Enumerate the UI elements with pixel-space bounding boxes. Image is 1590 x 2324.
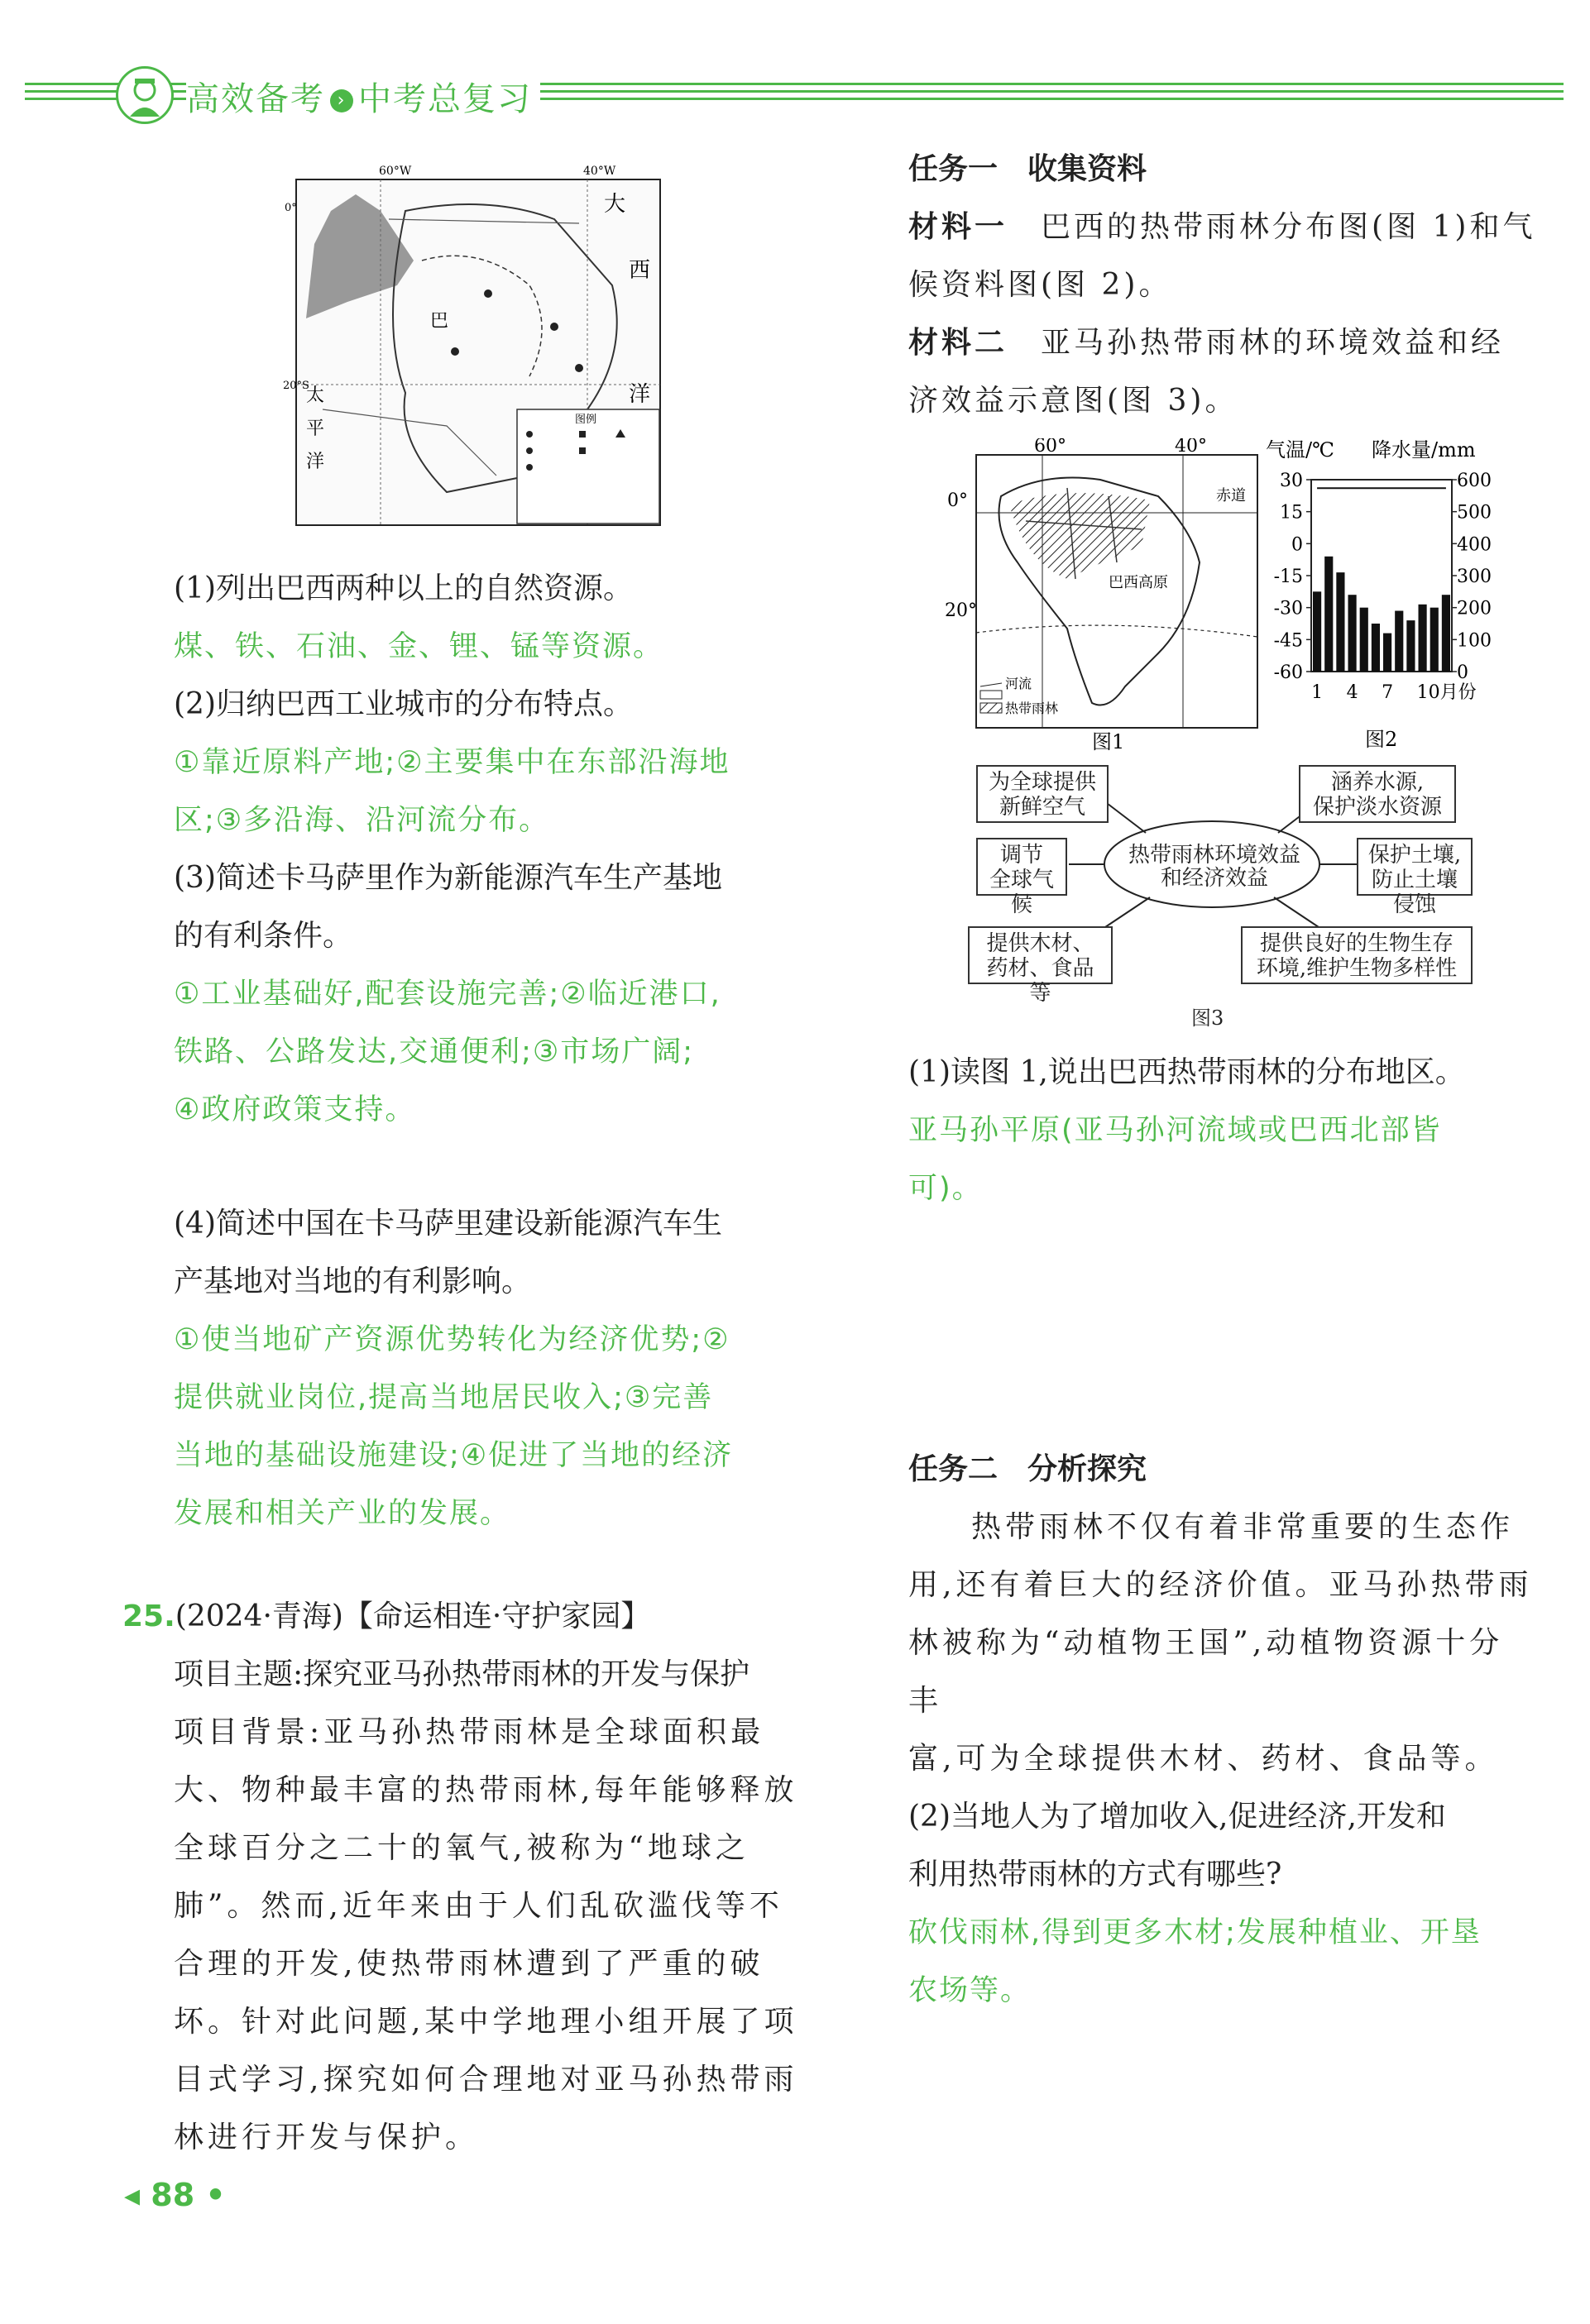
figure-1-rainforest-map — [943, 438, 1274, 753]
precip-bar — [1336, 572, 1344, 672]
precip-bar — [1348, 595, 1357, 672]
map-legend-title: 图例 — [575, 414, 597, 426]
precip-bar — [1419, 605, 1427, 672]
project-theme: 项目主题:探究亚马孙热带雨林的开发与保护 — [174, 1657, 750, 1691]
precip-bar — [1324, 557, 1333, 672]
precip-bar — [1406, 620, 1415, 672]
answer-3-line: ④政府政策支持。 — [174, 1093, 416, 1126]
node-climate — [976, 838, 1067, 917]
map-label-da: 大 — [604, 192, 626, 217]
right-tick-label: 400 — [1457, 534, 1492, 556]
question-number: 25. — [122, 1600, 175, 1633]
material-2-text: 亚马孙热带雨林的环境效益和经 — [1041, 326, 1505, 360]
right-tick-label: 0 — [1457, 662, 1468, 683]
right-answer-2-line: 砍伐雨林,得到更多木材;发展种植业、开垦 — [908, 1916, 1482, 1949]
right-column-task2 — [908, 1441, 1537, 2020]
node-water — [1299, 765, 1456, 823]
question-25 — [122, 1588, 809, 2167]
center-node — [1107, 844, 1322, 890]
fig3-caption: 图3 — [1191, 1007, 1224, 1030]
precip-bar — [1430, 608, 1439, 672]
map-label-yang2: 洋 — [306, 452, 325, 472]
material-2-text-2: 济效益示意图(图 3)。 — [908, 384, 1238, 418]
node-biodiversity — [1241, 926, 1473, 984]
task-2-heading: 任务二 分析探究 — [908, 1452, 1147, 1486]
right-tick-label: 600 — [1457, 471, 1492, 491]
project-bg-line: 大、物种最丰富的热带雨林,每年能够释放 — [174, 1773, 798, 1807]
answer-4-line: 发展和相关产业的发展。 — [174, 1497, 511, 1530]
x-tick-label: 1 — [1311, 682, 1324, 703]
precip-bar — [1360, 608, 1368, 672]
project-bg-line: 肺”。然而,近年来由于人们乱砍滥伐等不 — [174, 1889, 783, 1923]
node-line: 保护土壤, — [1367, 843, 1462, 868]
answer-1: 煤、铁、石油、金、锂、锰等资源。 — [174, 630, 664, 663]
node-line: 防止土壤侵蚀 — [1371, 868, 1458, 917]
left-tick-label: -60 — [1273, 662, 1303, 683]
chart-ylabel-right: 降水量/mm — [1372, 438, 1476, 461]
right-answer-2-line: 农场等。 — [908, 1974, 1032, 2007]
node-line: 涵养水源, — [1330, 770, 1425, 795]
precip-bar — [1442, 595, 1450, 672]
project-bg-line: 坏。针对此问题,某中学地理小组开展了项 — [174, 2005, 798, 2039]
answer-4-line: 当地的基础设施建设;④促进了当地的经济 — [174, 1439, 734, 1472]
map-lat-bottom: 20°S — [283, 380, 309, 392]
map-lon-right: 40°W — [583, 165, 616, 178]
series-name: 中考总复习 — [358, 80, 532, 118]
right-answer-1-line: 亚马孙平原(亚马孙河流域或巴西北部皆 — [908, 1114, 1442, 1147]
node-soil — [1357, 838, 1473, 917]
left-tick-label: 0 — [1291, 534, 1303, 556]
left-column — [174, 560, 802, 1542]
material-1-text: 巴西的热带雨林分布图(图 1)和气 — [1041, 210, 1536, 244]
fig1-lat-0: 0° — [947, 490, 968, 511]
chart-ylabel-left: 气温/℃ — [1266, 438, 1334, 461]
answer-3-line: ①工业基础好,配套设施完善;②临近港口, — [174, 978, 721, 1011]
right-question-2-line: 利用热带雨林的方式有哪些? — [908, 1858, 1282, 1891]
answer-4-line: 提供就业岗位,提高当地居民收入;③完善 — [174, 1381, 714, 1414]
right-question-2-line: (2)当地人为了增加收入,促进经济,开发和 — [908, 1800, 1446, 1834]
brand-title — [186, 73, 540, 120]
answer-2-line: 区;③多沿海、沿河流分布。 — [174, 804, 550, 837]
node-line: 药材、食品等 — [986, 956, 1094, 1006]
task-2-text: 用,还有着巨大的经济价值。亚马孙热带雨 — [908, 1568, 1533, 1602]
answer-4-line: ①使当地矿产资源优势转化为经济优势;② — [174, 1323, 730, 1356]
node-line: 调节 — [999, 843, 1043, 868]
brazil-resource-map — [281, 161, 670, 533]
node-line: 提供良好的生物生存 — [1259, 931, 1454, 956]
x-tick-label: 7 — [1382, 682, 1394, 703]
right-tick-label: 300 — [1457, 567, 1492, 587]
node-resources — [968, 926, 1113, 1006]
node-line: 保护淡水资源 — [1312, 795, 1442, 820]
right-tick-label: 100 — [1457, 630, 1492, 652]
precip-bar — [1372, 624, 1380, 672]
center-node-line: 和经济效益 — [1160, 866, 1268, 891]
material-2-label: 材料二 — [908, 326, 1008, 360]
x-tick-label: 4 — [1346, 682, 1358, 703]
fig1-lat-20: 20° — [945, 600, 977, 621]
node-fresh-air — [976, 765, 1109, 823]
fig1-lon-60: 60° — [1034, 438, 1066, 457]
project-bg-line: 林进行开发与保护。 — [174, 2121, 480, 2154]
right-tick-label: 500 — [1457, 502, 1492, 524]
mascot-logo-icon — [116, 66, 174, 124]
question-4-line: (4)简述中国在卡马萨里建设新能源汽车生 — [174, 1207, 722, 1241]
answer-3-line: 铁路、公路发达,交通便利;③市场广阔; — [174, 1035, 695, 1069]
task-2-text: 热带雨林不仅有着非常重要的生态作 — [971, 1510, 1515, 1544]
center-node-line: 热带雨林环境效益 — [1128, 843, 1300, 868]
node-line: 提供木材、 — [986, 931, 1094, 956]
project-bg-line: 项目背景:亚马孙热带雨林是全球面积最 — [174, 1715, 765, 1749]
precip-bar — [1383, 634, 1391, 672]
left-tick-label: -45 — [1273, 630, 1303, 652]
precip-bar — [1313, 591, 1321, 672]
map-label-ping: 平 — [306, 418, 325, 439]
right-question-1: (1)读图 1,说出巴西热带雨林的分布地区。 — [908, 1055, 1465, 1089]
right-column-q1 — [908, 1044, 1537, 1217]
fig1-caption: 图1 — [1092, 730, 1125, 753]
chart-caption: 图2 — [1365, 728, 1398, 751]
left-tick-label: 15 — [1280, 502, 1303, 524]
question-source: (2024·青海)【命运相连·守护家园】 — [175, 1600, 651, 1633]
map-label-tai: 太 — [306, 385, 325, 406]
page-header — [0, 0, 1590, 132]
left-tick-label: 30 — [1280, 471, 1303, 491]
question-3-line: 的有利条件。 — [174, 919, 353, 953]
task-2-text: 富,可为全球提供木材、药材、食品等。 — [908, 1742, 1499, 1776]
left-tick-label: -30 — [1273, 598, 1303, 619]
chevron-right-icon: › — [330, 89, 353, 112]
answer-2-line: ①靠近原料产地;②主要集中在东部沿海地 — [174, 746, 730, 779]
x-tick-label: 10月份 — [1416, 682, 1477, 703]
question-3-line: (3)简述卡马萨里作为新能源汽车生产基地 — [174, 861, 722, 895]
fig1-plateau-label: 巴西高原 — [1109, 574, 1168, 591]
fig1-equator-label: 赤道 — [1216, 487, 1246, 504]
node-line: 为全球提供 — [988, 770, 1096, 795]
fig1-legend-forest: 热带雨林 — [1005, 701, 1059, 716]
question-2: (2)归纳巴西工业城市的分布特点。 — [174, 687, 633, 721]
figure-3-benefit-diagram — [960, 757, 1473, 1030]
task-2-text: 林被称为“动植物王国”,动植物资源十分丰 — [908, 1626, 1504, 1718]
right-tick-label: 200 — [1457, 598, 1492, 619]
fig1-lon-40: 40° — [1175, 438, 1207, 457]
right-answer-1-line: 可)。 — [908, 1172, 983, 1205]
material-1-text-2: 候资料图(图 2)。 — [908, 268, 1172, 302]
right-column-top — [908, 141, 1537, 430]
project-bg-line: 合理的开发,使热带雨林遭到了严重的破 — [174, 1947, 764, 1981]
fig1-legend-river: 河流 — [1005, 676, 1032, 691]
project-bg-line: 目式学习,探究如何合理地对亚马孙热带雨 — [174, 2063, 798, 2097]
map-lon-left: 60°W — [379, 165, 412, 178]
question-4-line: 产基地对当地的有利影响。 — [174, 1265, 532, 1298]
map-lat-top: 0° — [285, 202, 297, 214]
brand-name: 高效备考 — [186, 80, 325, 118]
question-1: (1)列出巴西两种以上的自然资源。 — [174, 571, 633, 605]
map-label-yang: 洋 — [629, 382, 651, 407]
material-1-label: 材料一 — [908, 210, 1008, 244]
node-line: 新鲜空气 — [999, 795, 1085, 820]
task-1-heading: 任务一 收集资料 — [908, 152, 1147, 186]
figure-2-climate-chart — [1257, 438, 1506, 753]
map-label-ba: 巴 — [430, 311, 449, 332]
node-line: 环境,维护生物多样性 — [1256, 956, 1458, 981]
node-line: 全球气候 — [989, 868, 1054, 917]
precip-bar — [1395, 611, 1403, 672]
left-tick-label: -15 — [1273, 567, 1303, 587]
page-number: ◂ 88 • — [124, 2177, 226, 2213]
map-label-xi: 西 — [629, 258, 651, 283]
project-bg-line: 全球百分之二十的氧气,被称为“地球之 — [174, 1831, 750, 1865]
